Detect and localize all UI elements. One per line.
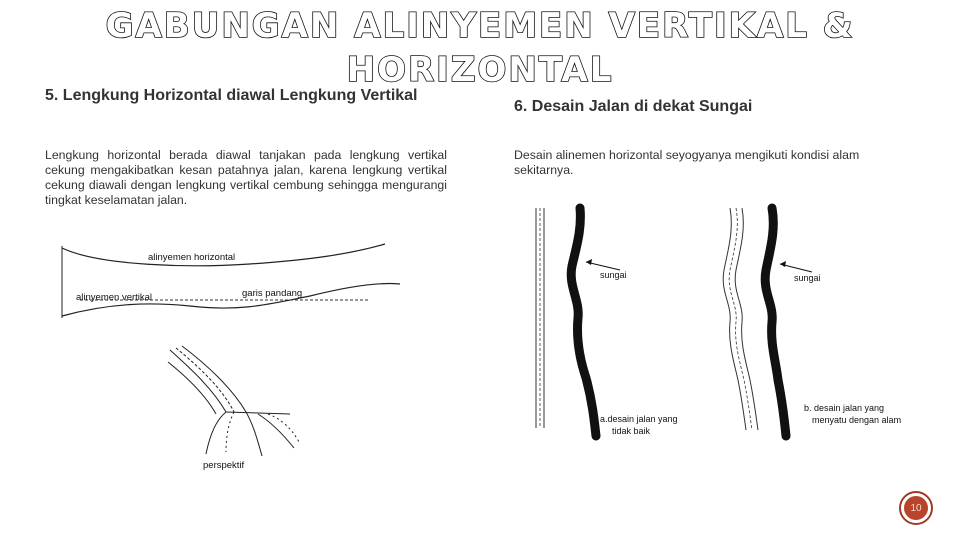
label-garis-pandang: garis pandang: [242, 288, 303, 299]
slide-title-line-1: GABUNGAN ALINYEMEN VERTIKAL &: [105, 6, 855, 46]
slide-title: [100, 4, 860, 92]
arrow-head-b: [780, 261, 786, 267]
caption-a-line-1: a.desain jalan yang: [600, 414, 678, 424]
perspective-sketch: [168, 346, 300, 456]
alignment-diagram: [40, 238, 420, 478]
caption-b-line-2: menyatu dengan alam: [812, 415, 902, 425]
river-road-diagram: [520, 200, 930, 445]
label-alinyemen-horizontal: alinyemen horizontal: [148, 252, 236, 263]
right-column: [514, 86, 914, 177]
page-number-badge: [899, 491, 933, 525]
river-b: [765, 208, 786, 436]
right-body-text: Desain alinemen horizontal seyogyanya mengikuti kondisi alam sekitarnya.: [514, 148, 860, 177]
left-heading: 5. Lengkung Horizontal diawal Lengkung Vertikal: [45, 87, 418, 104]
page-number: 10: [904, 496, 928, 520]
caption-b-line-1: b. desain jalan yang: [804, 403, 885, 413]
arrow-head-a: [586, 259, 592, 265]
curved-road-lines: [723, 208, 758, 430]
label-sungai-b: sungai: [794, 273, 821, 283]
right-heading: 6. Desain Jalan di dekat Sungai: [514, 98, 753, 115]
straight-road-lines: [536, 208, 544, 428]
caption-a-line-2: tidak baik: [612, 426, 651, 436]
label-alinyemen-vertikal: alinyemen vertikal: [76, 292, 153, 303]
label-sungai-a: sungai: [600, 270, 627, 280]
label-perspektif: perspektif: [203, 460, 245, 471]
slide-title-line-2: HORIZONTAL: [346, 50, 614, 90]
left-column: [45, 86, 447, 207]
left-body-text: Lengkung horizontal berada diawal tanjakan pada lengkung vertikal cekung mengakibatkan kesan patahnya jalan, karena lengkung vertikal cekung diawali dengan lengkung vertikal cembung sehingga mengurangi tingkat keselamatan jalan.: [45, 148, 447, 207]
river-a: [571, 208, 596, 436]
